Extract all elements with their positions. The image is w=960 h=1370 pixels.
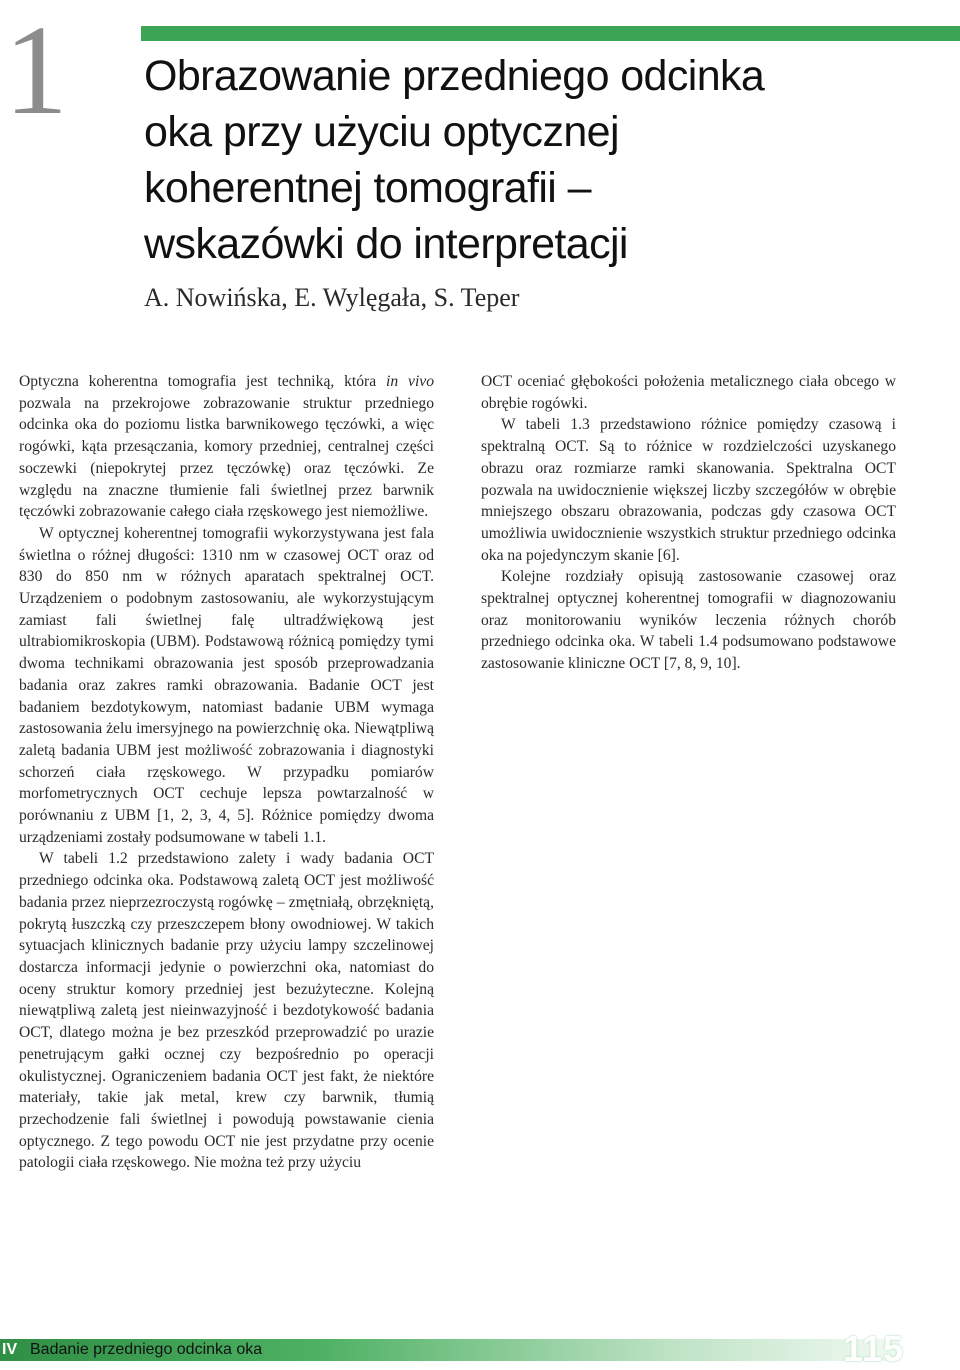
paragraph-text: pozwala na przekrojowe zobrazowanie struktur przedniego odcinka oka do poziomu listka barwnikowego tęczówki, a więc rogówki, kąta przesączania, komory przedniej, centralnej części soczewki (niepokrytej przez tęczówkę) oraz tęczówki. Ze względu na znaczne tłumienie fali świetlnej przez barwnik tęczówki zobrazowanie całego ciała rzęskowego jest niemożliwe. [19,394,434,521]
page-number: 115 [843,1328,905,1369]
paragraph-text: Optyczna koherentna tomografia jest techniką, która [19,373,387,390]
paragraph: OCT oceniać głębokości położenia metalicznego ciała obcego w obrębie rogówki. [481,373,896,412]
body-column-left [19,371,434,1174]
paragraph: W tabeli 1.2 przedstawiono zalety i wady badania OCT przedniego odcinka oka. Podstawową zaletą OCT jest możliwość badania przez nieprzezroczystą rogówkę – zmętniałą, obrzękniętą, pokrytą łuszczką czy przeszczepem błony owodniowej. W takich sytuacjach klinicznych badanie przy użyciu lampy szczelinowej dostarcza informacji jedynie o powierzchni oka, natomiast do oceny struktur komory przedniej jest bezużyteczne. Kolejną niewątpliwą zaletą jest nieinwazyjność i bezdotykowość badania OCT, dlatego można je bez przeszkód przeprowadzić po urazie penetrującym gałki ocznej czy bezpośrednio po operacji okulistycznej. Ograniczeniem badania OCT jest fakt, że niektóre materiały, takie jak metal, krew czy barwnik, tłumią przechodzenie fali świetlnej i powodują powstawanie cienia optycznego. Z tego powodu OCT nie jest przydatne przy ocenie patologii ciała rzęskowego. Nie można też przy użyciu [19,850,434,1172]
paragraph: W tabeli 1.3 przedstawiono różnice pomiędzy czasową i spektralną OCT. Są to różnice w rozdzielczości uzyskanego obrazu oraz rozmiarze ramki skanowania. Spektralna OCT pozwala na uwidocznienie większej liczby szczegółów w obrębie mniejszego obszaru obrazowania, podczas gdy czasowa OCT umożliwia uwidocznienie wszystkich struktur przedniego odcinka oka na pojedynczym skanie [6]. [481,416,896,564]
paragraph-emphasis: in vivo [386,373,434,390]
footer-section-title: Badanie przedniego odcinka oka [30,1341,263,1358]
paragraph: Kolejne rozdziały opisują zastosowanie czasowej oraz spektralnej optycznej koherentnej tomografii w diagnozowaniu oraz monitorowaniu wyników leczenia różnych chorób przedniego odcinka oka. W tabeli 1.4 podsumowano podstawowe zastosowanie kliniczne OCT [7, 8, 9, 10]. [481,568,896,673]
chapter-title [144,48,944,272]
paragraph: W optycznej koherentnej tomografii wykorzystywana jest fala świetlna o różnej długości: 1310 nm w czasowej OCT oraz od 830 do 850 nm w różnych aparatach spektralnej OCT. Urządzeniem o podobnym zastosowaniu, ale wykorzystującym zamiast fali świetlnej falę ultradźwiękową jest ultrabiomikroskopia (UBM). Podstawową różnicą pomiędzy tymi dwoma technikami obrazowania jest sposób przeprowadzania badania oraz zakres ramki obrazowania. Badanie OCT jest badaniem bezdotykowym, natomiast badanie UBM wymaga zastosowania żelu imersyjnego na powierzchnię oka. Niewątpliwą zaletą badania UBM jest możliwość zobrazowania i diagnostyki schorzeń ciała rzęskowego. W przypadku pomiarów morfometrycznych OCT cechuje lepsza powtarzalność w porównaniu z UBM [1, 2, 3, 4, 5]. Różnice pomiędzy dwoma urządzeniami zostały podsumowane w tabeli 1.1. [19,524,434,846]
body-column-right [481,371,896,675]
chapter-number: 1 [4,0,66,141]
chapter-header-bar [141,26,960,41]
chapter-title-line: wskazówki do interpretacji [144,220,628,268]
chapter-authors: A. Nowińska, E. Wylęgała, S. Teper [144,283,520,312]
chapter-title-line: oka przy użyciu optycznej [144,108,619,156]
chapter-title-line: koherentnej tomografii – [144,164,591,212]
chapter-title-line: Obrazowanie przedniego odcinka [144,52,765,100]
footer-section-number: IV [2,1341,18,1358]
paragraph [19,371,434,523]
